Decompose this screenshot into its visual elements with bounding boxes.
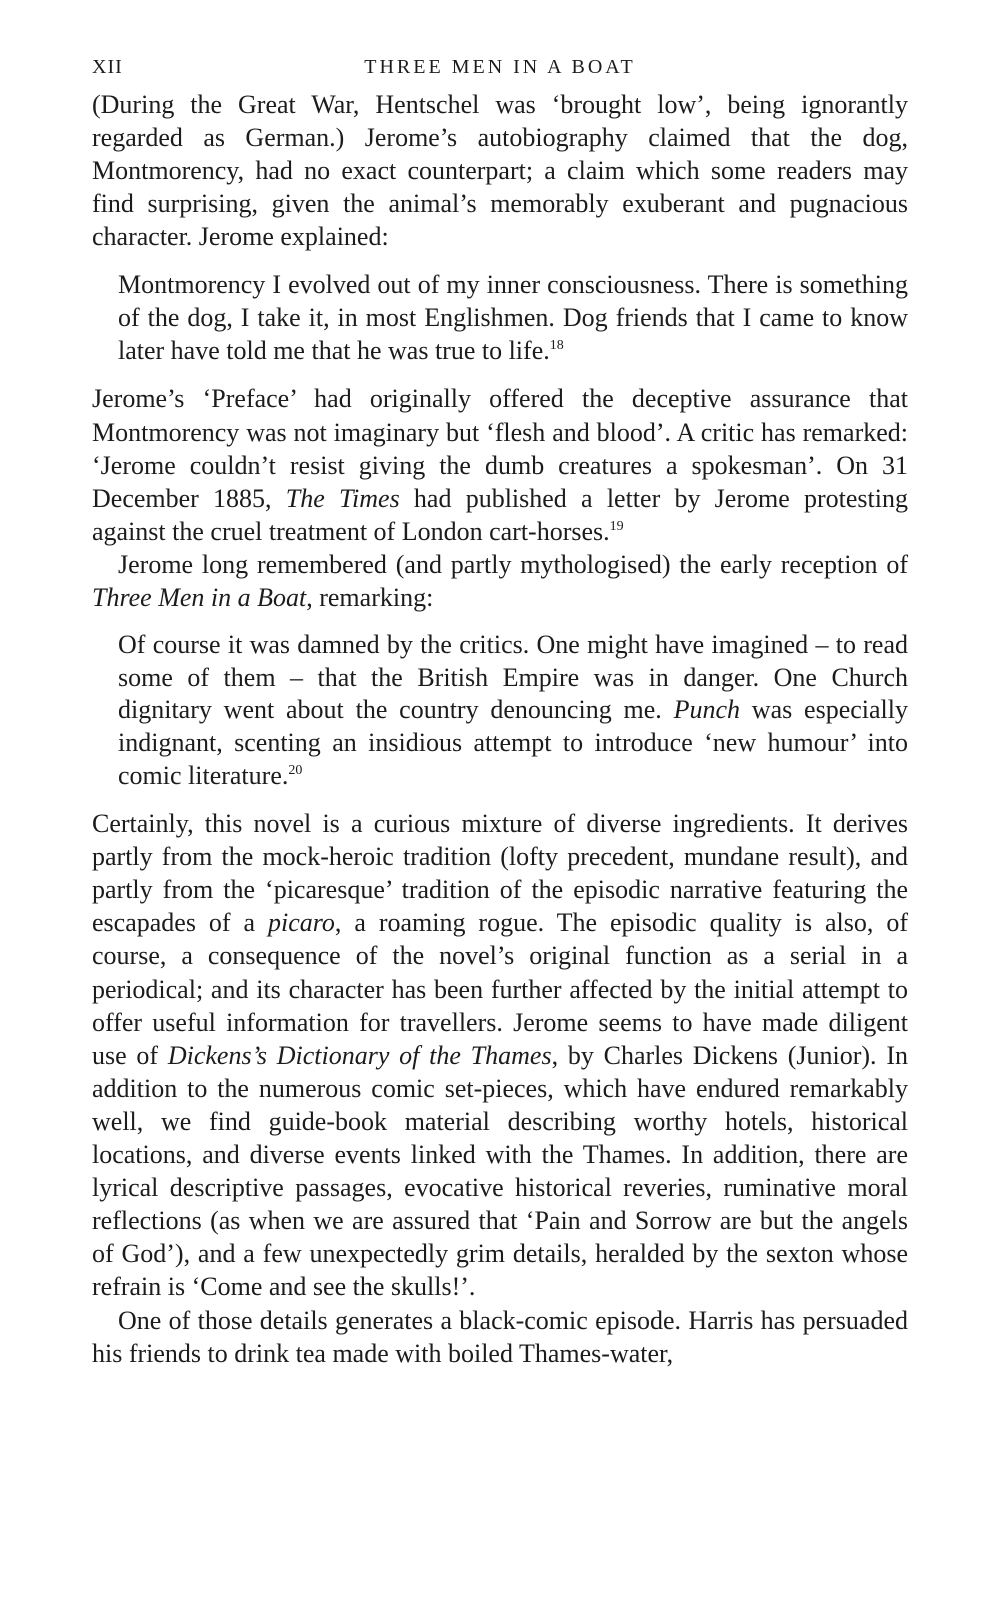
footnote-ref-20: 20	[288, 762, 303, 778]
paragraph-4-text-c: , by Charles Dickens (Junior). In addition to the numerous comic set-pieces, which have endured remarkably well, we find guide-book material describing worthy hotels, historical locations, and diverse events linked with the Thames. In addition, there are lyrical descriptive passages, evocative historical reveries, ruminative moral reflections (as when we are assured that ‘Pain and Sorrow are but the angels of God’), and a few unexpectedly grim details, heralded by the sexton whose refrain is ‘Come and see the skulls!’.	[92, 1040, 908, 1302]
paragraph-2-text-a: Jerome’s ‘Preface’ had originally offered the deceptive assurance that Montmorency was not imaginary but ‘flesh and blood’. A critic has remarked: ‘Jerome couldn’t resist giving the dumb creatures a spokesman’. On 31 December 1885,	[92, 384, 908, 513]
block-quote-2-text-a: Of course it was damned by the critics. One might have imagined – to read some of them – that the British Empire was in danger. One Church dignitary went about the country denouncing me.	[118, 630, 908, 725]
page-header	[92, 50, 908, 88]
paragraph-4	[92, 807, 908, 1303]
paragraph-4-text-b: , a roaming rogue. The episodic quality is also, of course, a consequence of the novel’s original function as a serial in a periodical; and its character has been further affected by the initial attempt to offer useful information for travellers. Jerome seems to have made diligent use of	[92, 908, 908, 1070]
paragraph-4-text-a: Certainly, this novel is a curious mixture of diverse ingredients. It derives partly from the mock-heroic tradition (lofty precedent, mundane result), and partly from the ‘picaresque’ tradition of the episodic narrative featuring the escapades of a	[92, 809, 908, 938]
block-quote-2	[118, 629, 908, 792]
footnote-ref-18: 18	[549, 338, 564, 354]
paragraph-5: One of those details generates a black-comic episode. Harris has persuaded his friends to drink tea made with boiled Thames-water,	[92, 1305, 908, 1368]
title-punch: Punch	[673, 695, 740, 725]
block-quote-1	[118, 268, 908, 367]
paragraph-3-text-a: Jerome long remembered (and partly mythologised) the early reception of	[118, 549, 908, 579]
title-the-times: The Times	[285, 483, 400, 513]
paragraph-3	[92, 548, 908, 614]
paragraph-2-text-b: had published a letter by Jerome protesting against the cruel treatment of London cart-horses.	[92, 483, 908, 546]
block-quote-2-text	[118, 629, 908, 792]
footnote-ref-19: 19	[609, 518, 624, 534]
title-dickens-dictionary: Dickens’s Dictionary of the Thames	[167, 1040, 552, 1070]
book-page	[92, 50, 908, 1370]
block-quote-1-body: Montmorency I evolved out of my inner consciousness. There is something of the dog, I take it, in most Englishmen. Dog friends that I came to know later have told me that he was true to life.	[118, 270, 908, 366]
block-quote-2-text-b: was especially indignant, scenting an insidious attempt to introduce ‘new humour’ into comic literature.	[118, 695, 908, 790]
running-head: THREE MEN IN A BOAT	[364, 56, 636, 78]
block-quote-1-text	[118, 268, 908, 367]
paragraph-2	[92, 382, 908, 547]
paragraph-1: (During the Great War, Hentschel was ‘brought low’, being ignorantly regarded as German.) Jerome’s autobiography claimed that the dog, Montmorency, had no exact counterpart; a claim which some readers may find surprising, given the animal’s memorably exuberant and pugnacious character. Jerome explained:	[92, 90, 908, 252]
title-three-men-in-a-boat: Three Men in a Boat	[92, 583, 307, 613]
paragraph-3-text-b: , remarking:	[306, 583, 434, 613]
page-number: XII	[92, 56, 123, 78]
term-picaro: picaro	[267, 908, 335, 938]
